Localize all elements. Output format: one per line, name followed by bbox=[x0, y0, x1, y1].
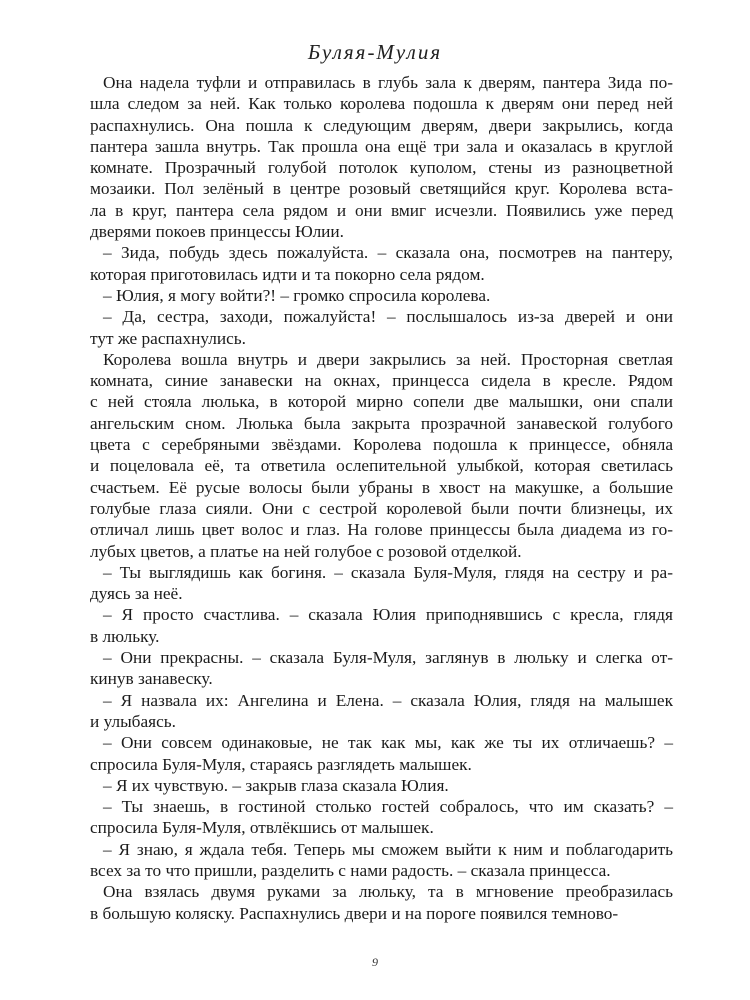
text-line: – Ты знаешь, в гостиной столько гостей собралось, что им сказать? – bbox=[103, 797, 673, 817]
text-line: и поцеловала её, та ответила ослепительной улыбкой, которая светилась bbox=[90, 456, 673, 476]
text-line: – Да, сестра, заходи, пожалуйста! – послышалось из-за дверей и они bbox=[103, 307, 673, 327]
text-line: комнате. Прозрачный голубой потолок куполом, стены из разноцветной bbox=[90, 158, 673, 178]
text-line: которая приготовилась идти и та покорно села рядом. bbox=[90, 264, 485, 284]
text-line: комната, синие занавески на окнах, принцесса сидела в кресле. Рядом bbox=[90, 371, 673, 391]
text-line: шла следом за ней. Как только королева подошла к дверям они перед ней bbox=[90, 94, 673, 114]
text-line: отличал лишь цвет волос и глаз. На голове принцессы была диадема из го- bbox=[90, 520, 673, 540]
paragraph bbox=[90, 242, 673, 285]
paragraph bbox=[90, 796, 673, 839]
body-text bbox=[90, 72, 673, 924]
text-line: в большую коляску. Распахнулись двери и на пороге появился темново- bbox=[90, 903, 619, 923]
text-line: дуясь за неё. bbox=[90, 584, 183, 604]
text-line: – Я просто счастлива. – сказала Юлия приподнявшись с кресла, глядя bbox=[103, 605, 673, 625]
paragraph bbox=[90, 839, 673, 882]
text-line: – Я знаю, я ждала тебя. Теперь мы сможем выйти к ним и поблагодарить bbox=[103, 839, 673, 859]
text-line: – Юлия, я могу войти?! – громко спросила королева. bbox=[103, 285, 491, 305]
paragraph bbox=[90, 349, 673, 562]
text-line: – Я назвала их: Ангелина и Елена. – сказала Юлия, глядя на малышек bbox=[103, 690, 673, 710]
text-line: счастьем. Её русые волосы были убраны в хвост на макушке, а большие bbox=[90, 477, 673, 497]
paragraph bbox=[90, 881, 673, 924]
paragraph bbox=[90, 732, 673, 775]
text-line: распахнулись. Она пошла к следующим дверям, двери закрылись, когда bbox=[90, 115, 673, 135]
text-line: – Ты выглядишь как богиня. – сказала Буля-Муля, глядя на сестру и ра- bbox=[103, 562, 673, 582]
paragraph bbox=[90, 306, 673, 349]
text-line: с ней стояла люлька, в которой мирно сопели две малышки, они спали bbox=[90, 392, 673, 412]
text-line: дверями покоев принцессы Юлии. bbox=[90, 222, 345, 242]
text-line: – Они совсем одинаковые, не так как мы, как же ты их отличаешь? – bbox=[103, 733, 673, 753]
text-line: Она взялась двумя руками за люльку, та в мгновение преобразилась bbox=[103, 882, 673, 902]
text-line: пантера зашла внутрь. Так прошла она ещё три зала и оказалась в круглой bbox=[90, 136, 673, 156]
text-line: спросила Буля-Муля, отвлёкшись от малышек. bbox=[90, 818, 434, 838]
paragraph bbox=[90, 604, 673, 647]
page-number: 9 bbox=[372, 955, 378, 969]
text-line: спросила Буля-Муля, стараясь разглядеть малышек. bbox=[90, 754, 472, 774]
text-line: всех за то что пришли, разделить с нами радость. – сказала принцесса. bbox=[90, 860, 611, 880]
text-line: цвета с серебряными звёздами. Королева подошла к принцессе, обняла bbox=[90, 435, 673, 455]
paragraph bbox=[90, 72, 673, 242]
paragraph bbox=[90, 775, 673, 796]
paragraph bbox=[90, 690, 673, 733]
text-line: и улыбаясь. bbox=[90, 711, 176, 731]
text-line: голубые глаза сияли. Они с сестрой королевой были почти близнецы, их bbox=[90, 498, 673, 518]
text-line: Она надела туфли и отправилась в глубь зала к дверям, пантера Зида по- bbox=[103, 73, 673, 92]
text-line: лубых цветов, а платье на ней голубое с розовой отделкой. bbox=[90, 541, 522, 561]
text-line: Королева вошла внутрь и двери закрылись за ней. Просторная светлая bbox=[103, 349, 673, 369]
text-line: ла в круг, пантера села рядом и они вмиг исчезли. Появились уже перед bbox=[90, 200, 673, 220]
paragraph bbox=[90, 647, 673, 690]
text-line: – Я их чувствую. – закрыв глаза сказала Юлия. bbox=[103, 775, 449, 795]
running-head-title: Буляя-Мулия bbox=[307, 40, 443, 64]
paragraph bbox=[90, 562, 673, 605]
text-line: ангельским сном. Люлька была закрыта прозрачной занавеской голубого bbox=[90, 413, 673, 433]
text-line: – Зида, побудь здесь пожалуйста. – сказала она, посмотрев на пантеру, bbox=[103, 243, 673, 263]
text-line: мозаики. Пол зелёный в центре розовый светящийся круг. Королева вста- bbox=[90, 179, 673, 199]
text-line: тут же распахнулись. bbox=[90, 328, 246, 348]
text-line: – Они прекрасны. – сказала Буля-Муля, заглянув в люльку и слегка от- bbox=[103, 648, 673, 668]
text-line: в люльку. bbox=[90, 626, 160, 646]
paragraph bbox=[90, 285, 673, 306]
text-line: кинув занавеску. bbox=[90, 669, 213, 689]
